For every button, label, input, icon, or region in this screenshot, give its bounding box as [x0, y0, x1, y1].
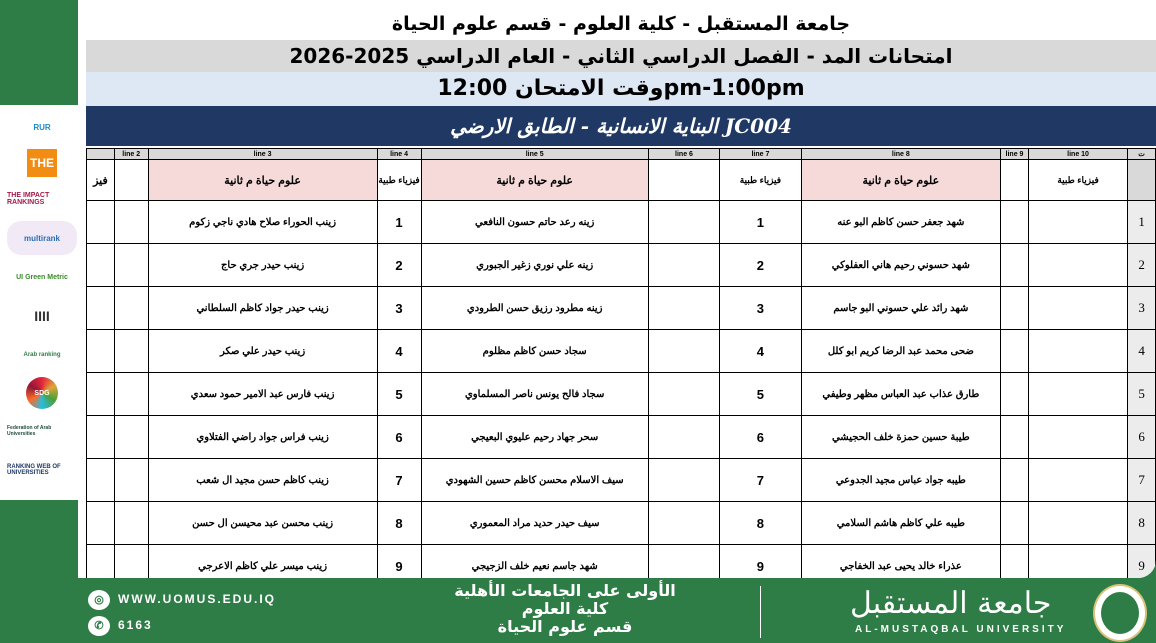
cell-serial: 9 [1128, 545, 1156, 579]
table-row [87, 330, 1156, 373]
university-name-english: AL-MUSTAQBAL UNIVERSITY [855, 624, 1067, 635]
cell-serial: 5 [1128, 373, 1156, 416]
university-seal-icon [1093, 584, 1147, 642]
cell-line4: 5 [377, 373, 421, 416]
subject-line4: فيزياء طبية [377, 160, 421, 201]
subject-line10: فيزياء طبية [1028, 160, 1127, 201]
cell-line10 [1028, 244, 1127, 287]
table-row [87, 244, 1156, 287]
cell-line9 [1001, 459, 1029, 502]
website-text: WWW.UOMUS.EDU.IQ [118, 592, 276, 607]
cell-line8: شهد حسوني رحيم هاني العفلوكي [801, 244, 1000, 287]
table-row [87, 287, 1156, 330]
cell-line10 [1028, 545, 1127, 579]
subject-line9 [1001, 160, 1029, 201]
col-line2: line 2 [114, 149, 148, 160]
cell-line2 [114, 287, 148, 330]
cell-line2 [114, 545, 148, 579]
cell-line3: زينب الحوراء صلاح هادي ناجي زكوم [148, 201, 377, 244]
cell-line3: زينب كاظم حسن مجيد ال شعب [148, 459, 377, 502]
cell-line6 [648, 287, 719, 330]
cell-edge [87, 502, 115, 545]
col-line7: line 7 [720, 149, 801, 160]
cell-edge [87, 416, 115, 459]
subject-line3: علوم حياة م ثانية [148, 160, 377, 201]
cell-serial: 7 [1128, 459, 1156, 502]
cell-line4: 4 [377, 330, 421, 373]
cell-line7: 2 [720, 244, 801, 287]
cell-line8: شهد جعفر حسن كاظم البو عنه [801, 201, 1000, 244]
cell-line9 [1001, 502, 1029, 545]
cell-line6 [648, 459, 719, 502]
cell-line8: ضحى محمد عبد الرضا كريم ابو كلل [801, 330, 1000, 373]
cell-line7: 7 [720, 459, 801, 502]
col-line8: line 8 [801, 149, 1000, 160]
exam-time: وقت الامتحان 12:00pm-1:00pm [86, 72, 1156, 106]
cell-line8: طيبة حسين حمزة خلف الحجيشي [801, 416, 1000, 459]
phone-text: 6163 [118, 618, 153, 633]
cell-line4: 3 [377, 287, 421, 330]
cell-line7: 3 [720, 287, 801, 330]
the-impact-logo: THE IMPACT RANKINGS [7, 192, 50, 206]
cell-serial: 4 [1128, 330, 1156, 373]
cell-line9 [1001, 244, 1029, 287]
cell-line9 [1001, 201, 1029, 244]
cell-edge [87, 545, 115, 579]
cell-line8: طيبه علي كاظم هاشم السلامي [801, 502, 1000, 545]
cell-serial: 2 [1128, 244, 1156, 287]
ui-greenmetric-logo: UI Green Metric [16, 273, 68, 281]
cell-line4: 7 [377, 459, 421, 502]
col-line5: line 5 [421, 149, 648, 160]
cell-line9 [1001, 287, 1029, 330]
cell-line2 [114, 330, 148, 373]
cell-line2 [114, 373, 148, 416]
slogan-line1: الأولى على الجامعات الأهلية [454, 581, 676, 600]
multirank-logo: multirank [7, 221, 77, 255]
cell-line2 [114, 459, 148, 502]
cell-line9 [1001, 330, 1029, 373]
university-name-arabic: جامعة المستقبل [850, 586, 1052, 621]
cell-line10 [1028, 502, 1127, 545]
cell-line8: شهد رائد علي حسوني البو جاسم [801, 287, 1000, 330]
the-logo: THE [27, 149, 57, 177]
table-row [87, 545, 1156, 579]
cell-line9 [1001, 416, 1029, 459]
cell-line3: زينب حيدر جري حاج [148, 244, 377, 287]
cell-line5: زينه مطرود رزيق حسن الطرودي [421, 287, 648, 330]
table-row [87, 459, 1156, 502]
cell-line6 [648, 201, 719, 244]
subject-line2 [114, 160, 148, 201]
cell-line2 [114, 502, 148, 545]
cell-line7: 1 [720, 201, 801, 244]
subject-line5: علوم حياة م ثانية [421, 160, 648, 201]
cell-line4: 1 [377, 201, 421, 244]
col-line3: line 3 [148, 149, 377, 160]
cell-edge [87, 201, 115, 244]
sdg-logo: SDG [26, 377, 58, 409]
cell-line3: زينب حيدر علي صكر [148, 330, 377, 373]
cell-edge [87, 244, 115, 287]
cell-line3: زينب محسن عبد محيسن ال حسن [148, 502, 377, 545]
col-serial: ت [1128, 149, 1156, 160]
cell-line6 [648, 373, 719, 416]
cell-serial: 1 [1128, 201, 1156, 244]
table-row [87, 201, 1156, 244]
cell-line6 [648, 244, 719, 287]
cell-line8: طيبه جواد عباس مجيد الجدوعي [801, 459, 1000, 502]
table-row [87, 373, 1156, 416]
slogan-line3: قسم علوم الحياة [497, 617, 633, 636]
subject-line6 [648, 160, 719, 201]
subject-row [87, 160, 1156, 201]
exam-location: البناية الانسانية - الطابق الارضي JC004 [86, 106, 1156, 146]
cell-line10 [1028, 287, 1127, 330]
cell-line5: سيف الاسلام محسن كاظم حسين الشهودي [421, 459, 648, 502]
col-line4: line 4 [377, 149, 421, 160]
exam-title: امتحانات المد - الفصل الدراسي الثاني - العام الدراسي 2025-2026 [86, 40, 1156, 72]
cell-line5: سجاد فالح يونس ناصر المسلماوي [421, 373, 648, 416]
ranking-logos-column [0, 105, 84, 500]
pillars-logo: IIII [34, 308, 50, 324]
phone-icon: ✆ [88, 616, 110, 636]
cell-edge [87, 373, 115, 416]
webometrics-logo: RANKING WEB OF UNIVERSITIES [7, 464, 61, 476]
cell-line6 [648, 416, 719, 459]
cell-edge [87, 459, 115, 502]
cell-line5: سجاد حسن كاظم مظلوم [421, 330, 648, 373]
col-edge [87, 149, 115, 160]
cell-line8: طارق عذاب عبد العباس مظهر وطيفي [801, 373, 1000, 416]
cell-line5: سحر جهاد رحيم عليوي البعيجي [421, 416, 648, 459]
cell-line9 [1001, 545, 1029, 579]
cell-line5: زينه رعد حاتم حسون النافعي [421, 201, 648, 244]
cell-line10 [1028, 330, 1127, 373]
cell-line3: زينب حيدر جواد كاظم السلطاني [148, 287, 377, 330]
cell-serial: 6 [1128, 416, 1156, 459]
cell-line5: سيف حيدر حديد مراد المعموري [421, 502, 648, 545]
cell-line7: 9 [720, 545, 801, 579]
cell-line4: 6 [377, 416, 421, 459]
subject-serial [1128, 160, 1156, 201]
cell-line3: زينب فارس عبد الامير حمود سعدي [148, 373, 377, 416]
cell-edge [87, 330, 115, 373]
cell-line7: 6 [720, 416, 801, 459]
table-row [87, 416, 1156, 459]
footer-slogan [390, 582, 740, 636]
cell-line9 [1001, 373, 1029, 416]
footer-divider [760, 586, 761, 638]
subject-edge: فيز [87, 160, 115, 201]
cell-line5: زينه علي نوري زغير الجبوري [421, 244, 648, 287]
cell-line3: زينب فراس جواد راضي الفتلاوي [148, 416, 377, 459]
cell-edge [87, 287, 115, 330]
cell-line6 [648, 330, 719, 373]
slogan-line2: كلية العلوم [521, 599, 609, 618]
subject-line8: علوم حياة م ثانية [801, 160, 1000, 201]
cell-line6 [648, 545, 719, 579]
arab-ranking-logo: Arab ranking [23, 352, 61, 358]
cell-line4: 8 [377, 502, 421, 545]
cell-line3: زينب ميسر علي كاظم الاعرجي [148, 545, 377, 579]
footer-website[interactable] [88, 590, 276, 610]
cell-line10 [1028, 201, 1127, 244]
col-line6: line 6 [648, 149, 719, 160]
table-row [87, 502, 1156, 545]
cell-line10 [1028, 416, 1127, 459]
rur-logo: RUR [33, 122, 51, 132]
cell-line2 [114, 244, 148, 287]
cell-line10 [1028, 459, 1127, 502]
cell-line2 [114, 201, 148, 244]
seating-grid [86, 148, 1156, 578]
cell-line6 [648, 502, 719, 545]
cell-line10 [1028, 373, 1127, 416]
subject-line7: فيزياء طبية [720, 160, 801, 201]
cell-serial: 3 [1128, 287, 1156, 330]
cell-line4: 2 [377, 244, 421, 287]
footer-phone[interactable] [88, 616, 153, 636]
cell-line7: 8 [720, 502, 801, 545]
university-title: جامعة المستقبل - كلية العلوم - قسم علوم الحياة [86, 8, 1156, 40]
cell-serial: 8 [1128, 502, 1156, 545]
cell-line4: 9 [377, 545, 421, 579]
cell-line7: 5 [720, 373, 801, 416]
column-header-row [87, 149, 1156, 160]
cell-line5: شهد جاسم نعيم خلف الزجيجي [421, 545, 648, 579]
arab-universities-federation-logo: Federation of Arab Universities [7, 425, 52, 437]
col-line10: line 10 [1028, 149, 1127, 160]
cell-line8: عذراء خالد يحيى عبد الخفاجي [801, 545, 1000, 579]
globe-icon: ◎ [88, 590, 110, 610]
col-line9: line 9 [1001, 149, 1029, 160]
cell-line2 [114, 416, 148, 459]
cell-line7: 4 [720, 330, 801, 373]
